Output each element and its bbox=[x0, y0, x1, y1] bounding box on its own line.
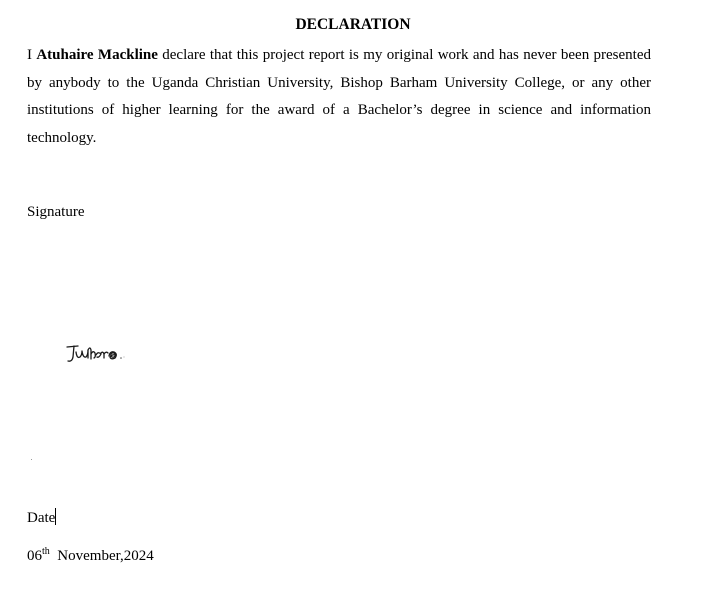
paragraph-prefix: I bbox=[27, 47, 37, 63]
date-rest: November,2024 bbox=[49, 548, 154, 564]
date-ordinal-suffix: th bbox=[42, 546, 50, 557]
text-cursor bbox=[55, 508, 56, 525]
date-label bbox=[27, 508, 56, 528]
handwritten-signature-image bbox=[64, 340, 134, 370]
date-day: 06 bbox=[27, 548, 42, 564]
declaration-paragraph bbox=[27, 42, 651, 153]
paragraph-body: declare that this project report is my original work and has never been presented by anybody to the Uganda Christian University, Bishop Barham University College, or any other institutions of higher learning for the award of a Bachelor’s degree in science and information technology. bbox=[27, 47, 652, 147]
author-name: Atuhaire Mackline bbox=[36, 47, 158, 63]
signature-label: Signature bbox=[27, 204, 85, 220]
document-title: DECLARATION bbox=[295, 16, 411, 33]
date-label-text: Date bbox=[27, 510, 56, 526]
date-value bbox=[27, 546, 154, 566]
page-speck bbox=[31, 459, 32, 460]
